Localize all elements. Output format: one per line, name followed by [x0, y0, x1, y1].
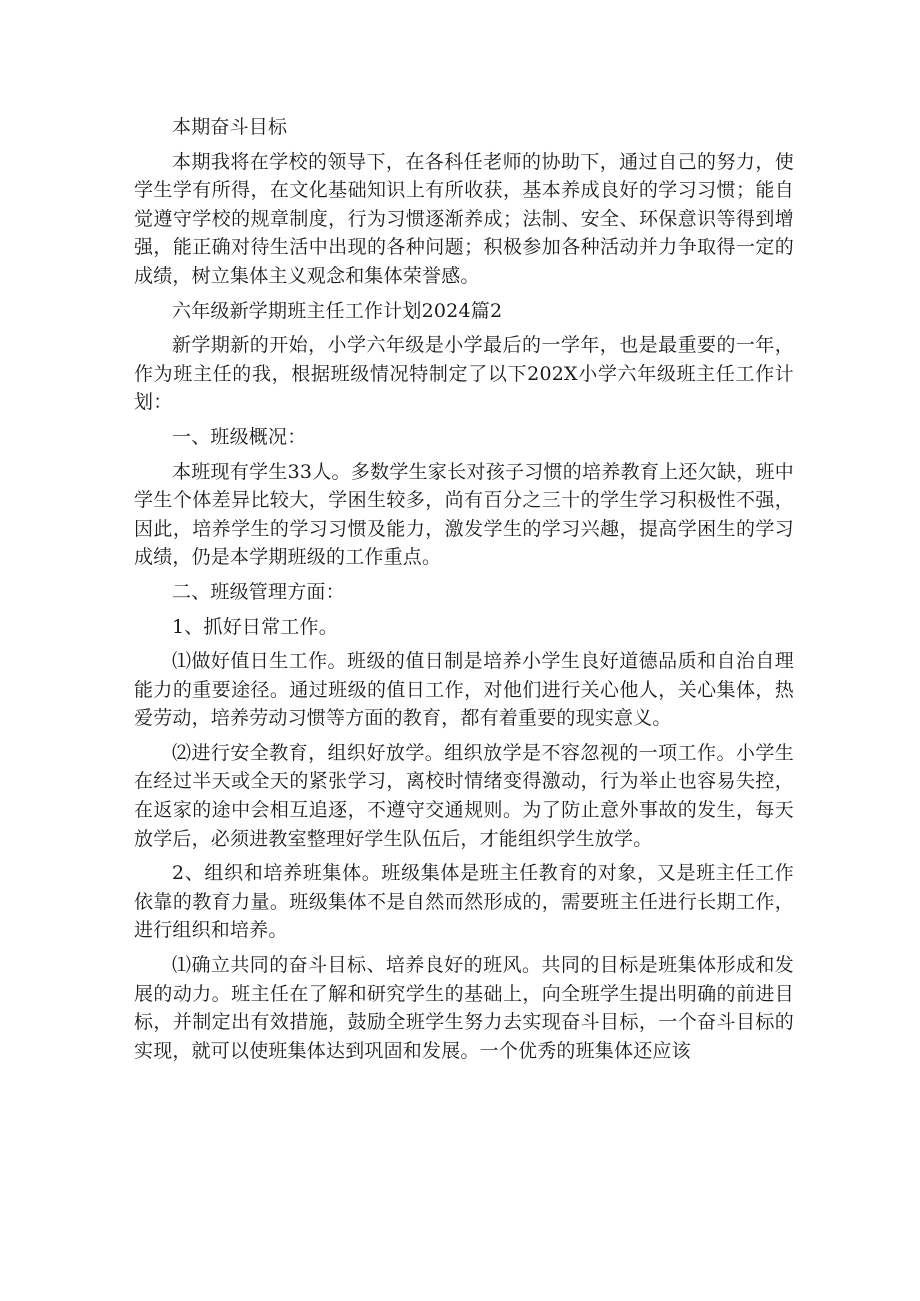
document-body [134, 113, 794, 1071]
paragraph-class-collective: 2、组织和培养班集体。班级集体是班主任教育的对象，又是班主任工作依靠的教育力量。班级集体不是自然而然形成的，需要班主任进行长期工作，进行组织和培养。 [134, 862, 794, 942]
document-subtitle: 六年级新学期班主任工作计划2024篇2 [172, 299, 503, 322]
paragraph-duty-work: ⑴做好值日生工作。班级的值日制是培养小学生良好道德品质和自治自理能力的重要途径。通过班级的值日工作，对他们进行关心他人，关心集体，热爱劳动，培养劳动习惯等方面的教育，都有着重要的现实意义。 [134, 650, 794, 730]
subheading-daily-work: 1、抓好日常工作。 [172, 615, 338, 638]
section-heading-goal: 本期奋斗目标 [172, 116, 288, 138]
paragraph-class-overview: 本班现有学生33人。多数学生家长对孩子习惯的培养教育上还欠缺，班中学生个体差异比较大，学困生较多，尚有百分之三十的学生学习积极性不强，因此，培养学生的学习习惯及能力，激发学生的学习兴趣，提高学困生的学习成绩，仍是本学期班级的工作重点。 [134, 460, 794, 569]
paragraph-goal-text: 本期我将在学校的领导下，在各科任老师的协助下，通过自己的努力，使学生学有所得，在文化基础知识上有所收获，基本养成良好的学习习惯；能自觉遵守学校的规章制度，行为习惯逐渐养成；法制、安全、环保意识等得到增强，能正确对待生活中出现的各种问题；积极参加各种活动并力争取得一定的成绩，树立集体主义观念和集体荣誉感。 [134, 150, 794, 287]
section-heading-class-management: 二、班级管理方面： [172, 580, 345, 603]
paragraph-intro: 新学期新的开始，小学六年级是小学最后的一学年，也是最重要的一年，作为班主任的我，根据班级情况特制定了以下202X小学六年级班主任工作计划： [134, 334, 794, 414]
paragraph-safety-education: ⑵进行安全教育，组织好放学。组织放学是不容忽视的一项工作。小学生在经过半天或全天的紧张学习，离校时情绪变得激动，行为举止也容易失控，在返家的途中会相互追逐，不遵守交通规则。为了防止意外事故的发生，每天放学后，必须进教室整理好学生队伍后，才能组织学生放学。 [134, 741, 794, 850]
section-heading-class-overview: 一、班级概况： [172, 425, 307, 448]
paragraph-common-goal: ⑴确立共同的奋斗目标、培养良好的班风。共同的目标是班集体形成和发展的动力。班主任在了解和研究学生的基础上，向全班学生提出明确的前进目标，并制定出有效措施，鼓励全班学生努力去实现奋斗目标，一个奋斗目标的实现，就可以使班集体达到巩固和发展。一个优秀的班集体还应该 [134, 954, 794, 1062]
